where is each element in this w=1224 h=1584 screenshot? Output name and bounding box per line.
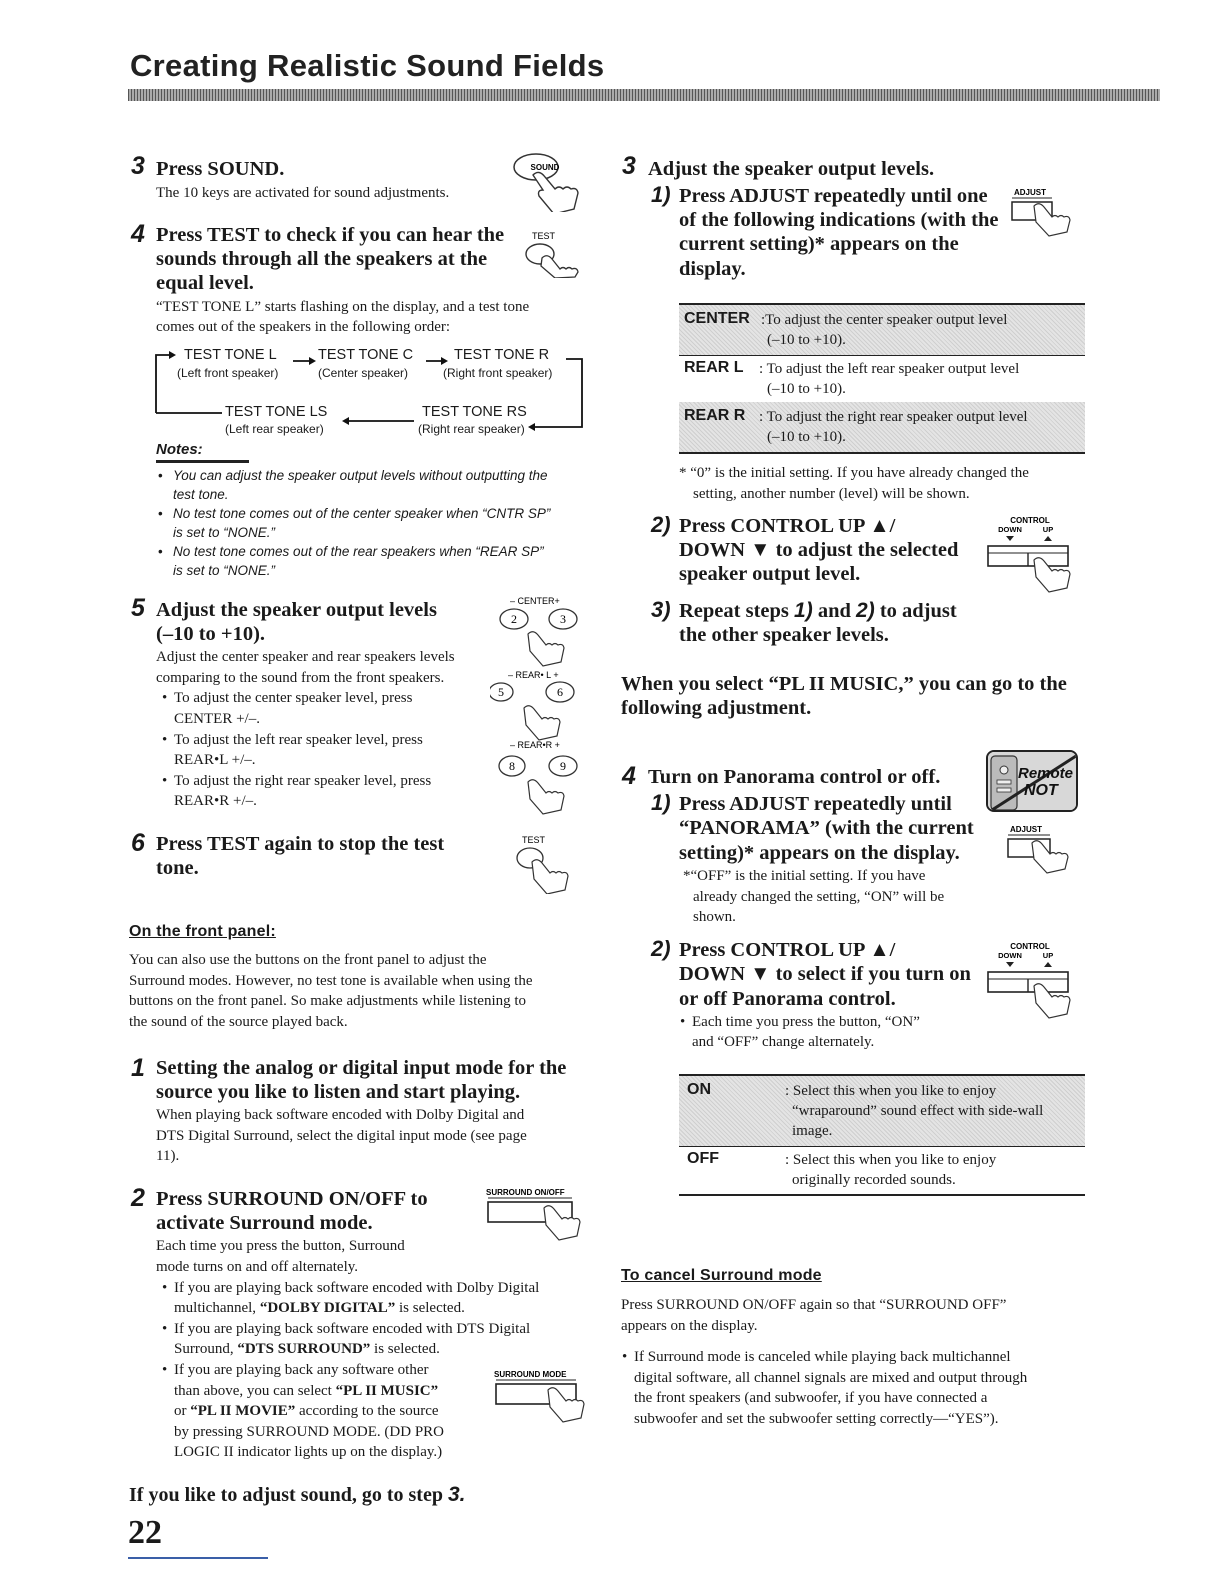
paragraph-line: the sound of the source played back. [129, 1014, 348, 1030]
footnote-line: * “0” is the initial setting. If you have already changed the [679, 465, 1029, 481]
bullet-line: • To adjust the left rear speaker level, press [174, 730, 423, 751]
adjust-button-hand-icon [1006, 823, 1088, 883]
key-2: 2 [511, 612, 517, 626]
footnote-line: setting, another number (level) will be shown. [693, 486, 970, 502]
note-line: is set to “NONE.” [173, 525, 276, 540]
paragraph-line: You can also use the buttons on the front panel to adjust the [129, 952, 487, 968]
step-number: 4 [131, 220, 145, 248]
goto-step-line: If you like to adjust sound, go to step 3. [129, 1483, 466, 1506]
note-line: • You can adjust the speaker output levels without outputting the [173, 466, 548, 485]
bullet-line: LOGIC II indicator lights up on the display.) [174, 1444, 443, 1460]
surround-onoff-button-icon [484, 1186, 596, 1252]
section-heading: On the front panel: [129, 923, 276, 940]
substep-heading-line: the other speaker levels. [679, 624, 889, 646]
bullet-line: the front speakers (and subwoofer, if you have connected a [634, 1390, 988, 1406]
step-heading-line: equal level. [156, 272, 254, 294]
icon-label: CONTROL [1010, 942, 1050, 951]
table-value: : Select this when you like to enjoy [785, 1083, 997, 1099]
bullet-line: and “OFF” change alternately. [692, 1034, 875, 1050]
step-number: 2 [131, 1184, 145, 1212]
substep-note-line: *“OFF” is the initial setting. If you have [683, 868, 926, 884]
step-body-line: mode turns on and off alternately. [156, 1259, 359, 1275]
section-heading: To cancel Surround mode [621, 1267, 822, 1284]
bullet-line: CENTER +/–. [174, 711, 260, 727]
icon-label: DOWN [998, 525, 1022, 534]
bullet-line: Surround, “DTS SURROUND” is selected. [174, 1341, 440, 1357]
step-heading-line: Press SURROUND ON/OFF to [156, 1188, 428, 1210]
step-body: The 10 keys are activated for sound adjustments. [156, 185, 450, 201]
icon-label: UP [1042, 951, 1054, 960]
step-heading-line: Press TEST again to stop the test [156, 833, 445, 855]
icon-label: ADJUST [1010, 825, 1043, 834]
plii-note-line: following adjustment. [621, 697, 812, 719]
icon-label: ADJUST [1014, 188, 1047, 197]
step-body-line: When playing back software encoded with Dolby Digital and [156, 1107, 525, 1123]
table-key: REAR R [684, 407, 746, 424]
tone-sublabel: (Right front speaker) [443, 366, 553, 380]
note-line: test tone. [173, 487, 229, 502]
note-line: is set to “NONE.” [173, 563, 276, 578]
bullet-line: subwoofer and set the subwoofer setting correctly—“YES”). [634, 1411, 999, 1427]
step-heading-line: source you like to listen and start playing. [156, 1081, 521, 1103]
table-key: OFF [687, 1150, 719, 1167]
substep-heading-line: setting)* appears on the display. [679, 842, 960, 864]
bullet-line: • If Surround mode is canceled while playing back multichannel [634, 1347, 1011, 1368]
step-body-line: comparing to the sound from the front speakers. [156, 670, 445, 686]
bullet-line: by pressing SURROUND MODE. (DD PRO [174, 1424, 445, 1440]
icon-label: – CENTER+ [510, 596, 560, 606]
substep-heading-line: Press ADJUST repeatedly until one [679, 185, 988, 207]
step-number: 3 [622, 152, 636, 180]
step-number: 6 [131, 829, 145, 857]
page-number: 22 [128, 1514, 162, 1551]
step-number: 1 [131, 1054, 145, 1082]
table-row [679, 1147, 1085, 1194]
substep-heading-line: “PANORAMA” (with the current [679, 817, 974, 839]
step-number: 3 [131, 152, 145, 180]
tone-sublabel: (Left front speaker) [177, 366, 279, 380]
icon-label: – REAR• L + [508, 670, 559, 680]
tone-label: TEST TONE C [318, 347, 414, 363]
bullet-line: multichannel, “DOLBY DIGITAL” is selected. [174, 1300, 465, 1316]
tone-sublabel: (Right rear speaker) [418, 422, 525, 436]
icon-label: SURROUND MODE [494, 1370, 567, 1379]
substep-heading-line: Press ADJUST repeatedly until [679, 793, 952, 815]
table-row [679, 1076, 1085, 1146]
key-6: 6 [557, 685, 563, 699]
substep-heading-line: speaker output level. [679, 563, 861, 585]
table-row [679, 402, 1085, 452]
table-key: REAR L [684, 359, 744, 376]
icon-label: CONTROL [1010, 516, 1050, 525]
level-keys-illustration [490, 594, 590, 822]
table-value: “wraparound” sound effect with side-wall [792, 1103, 1044, 1119]
table-value: (–10 to +10). [767, 381, 846, 397]
page-title: Creating Realistic Sound Fields [130, 48, 605, 83]
substep-heading-line: DOWN ▼ to adjust the selected [679, 539, 959, 561]
table-row [679, 356, 1085, 402]
table-value: originally recorded sounds. [792, 1172, 956, 1188]
substep-number: 3) [651, 597, 671, 622]
badge-label: Remote [1018, 765, 1074, 782]
control-up-down-button-icon [984, 514, 1076, 606]
plii-note-line: When you select “PL II MUSIC,” you can go to the [621, 673, 1067, 695]
note-line: • No test tone comes out of the rear speakers when “REAR SP” [173, 542, 544, 561]
bullet-line: digital software, all channel signals are mixed and output through [634, 1370, 1028, 1386]
table-value: image. [792, 1123, 833, 1139]
step-body-line: 11). [156, 1148, 180, 1164]
step-heading-line: tone. [156, 857, 199, 879]
bullet-line: • If you are playing back any software other [174, 1360, 428, 1381]
substep-heading-line: current setting)* appears on the [679, 233, 959, 255]
substep-note-line: already changed the setting, “ON” will be [693, 889, 945, 905]
bullet-line: • Each time you press the button, “ON” [692, 1012, 920, 1033]
bullet-line: REAR•R +/–. [174, 793, 257, 809]
page-number-rule [128, 1557, 268, 1559]
step-heading-line: activate Surround mode. [156, 1212, 373, 1234]
bullet-line: • To adjust the right rear speaker level, press [174, 771, 431, 792]
step-heading: Adjust the speaker output levels. [648, 158, 935, 180]
icon-label: TEST [522, 835, 546, 845]
table-key: ON [687, 1081, 711, 1098]
key-3: 3 [560, 612, 566, 626]
icon-label: UP [1042, 525, 1054, 534]
tone-label: TEST TONE RS [422, 404, 527, 420]
paragraph-line: Surround modes. However, no test tone is available when using the [129, 973, 533, 989]
bullet-line: or “PL II MOVIE” according to the source [174, 1403, 439, 1419]
step-heading: Press SOUND. [156, 158, 285, 180]
note-line: • No test tone comes out of the center speaker when “CNTR SP” [173, 504, 550, 523]
step-heading-line: sounds through all the speakers at the [156, 248, 488, 270]
key-5: 5 [498, 685, 504, 699]
step-body-line: Each time you press the button, Surround [156, 1238, 405, 1254]
substep-heading-line: DOWN ▼ to select if you turn on [679, 963, 971, 985]
bullet-line: REAR•L +/–. [174, 752, 256, 768]
substep-heading-line: Press CONTROL UP ▲/ [679, 939, 896, 961]
badge-label: NOT [1024, 782, 1058, 799]
tone-label: TEST TONE LS [225, 404, 328, 420]
tone-label: TEST TONE L [184, 347, 277, 363]
bullet-line: • If you are playing back software encoded with Dolby Digital [174, 1278, 539, 1299]
table-key: CENTER [684, 310, 750, 327]
step-heading-line: (–10 to +10). [156, 623, 266, 645]
step-body-line: comes out of the speakers in the following order: [156, 319, 451, 335]
table-value: (–10 to +10). [767, 332, 846, 348]
step-number: 5 [131, 594, 145, 622]
substep-heading-line: display. [679, 258, 746, 280]
tone-sublabel: (Left rear speaker) [225, 422, 324, 436]
control-up-down-button-icon [984, 940, 1076, 1032]
notes-title: Notes: [156, 441, 203, 458]
table-row [679, 305, 1085, 355]
substep-note-line: shown. [693, 909, 736, 925]
table-value: : To adjust the left rear speaker output level [759, 361, 1020, 377]
icon-label: TEST [532, 231, 556, 241]
table-rule [679, 452, 1085, 454]
table-value: (–10 to +10). [767, 429, 846, 445]
step-number: 4 [622, 762, 636, 790]
bullet-line: • If you are playing back software encoded with DTS Digital [174, 1319, 530, 1340]
table-value: :To adjust the center speaker output level [761, 312, 1008, 328]
bullet-line: • To adjust the center speaker level, press [174, 688, 412, 709]
substep-heading-line: of the following indications (with the [679, 209, 999, 231]
substep-number: 1) [651, 790, 671, 815]
paragraph-line: appears on the display. [621, 1318, 758, 1334]
surround-mode-button-icon [492, 1368, 598, 1434]
sound-button-hand-icon [503, 150, 593, 212]
remote-not-badge [986, 750, 1078, 812]
key-8: 8 [509, 759, 515, 773]
substep-heading-line: or off Panorama control. [679, 988, 896, 1010]
step-body-line: DTS Digital Surround, select the digital input mode (see page [156, 1128, 527, 1144]
notes-rule [156, 460, 249, 463]
adjust-button-hand-icon [1008, 186, 1088, 242]
table-rule [679, 1194, 1085, 1196]
substep-heading-line: Press CONTROL UP ▲/ [679, 515, 896, 537]
title-rule [128, 89, 1160, 101]
tone-sublabel: (Center speaker) [318, 366, 409, 380]
step-heading-line: Press TEST to check if you can hear the [156, 224, 505, 246]
test-button-hand-icon [520, 228, 596, 278]
substep-number: 1) [651, 182, 671, 207]
step-heading-line: Setting the analog or digital input mode for the [156, 1057, 567, 1079]
paragraph-line: buttons on the front panel. So make adjustments while listening to [129, 993, 527, 1009]
icon-label: SURROUND ON/OFF [486, 1188, 565, 1197]
step-body-line: “TEST TONE L” starts flashing on the display, and a test tone [156, 299, 530, 315]
table-value: : To adjust the right rear speaker output level [759, 409, 1028, 425]
icon-label: DOWN [998, 951, 1022, 960]
paragraph-line: Press SURROUND ON/OFF again so that “SURROUND OFF” [621, 1297, 1007, 1313]
key-9: 9 [560, 759, 566, 773]
icon-label: SOUND [530, 163, 560, 172]
substep-heading-line: Repeat steps 1) and 2) to adjust [679, 599, 957, 622]
substep-number: 2) [651, 936, 671, 961]
substep-number: 2) [651, 512, 671, 537]
table-value: : Select this when you like to enjoy [785, 1152, 997, 1168]
step-heading-line: Adjust the speaker output levels [156, 599, 437, 621]
bullet-line: than above, you can select “PL II MUSIC” [174, 1383, 439, 1399]
step-heading: Turn on Panorama control or off. [648, 766, 941, 788]
tone-label: TEST TONE R [454, 347, 550, 363]
icon-label: – REAR•R + [510, 740, 560, 750]
step-body-line: Adjust the center speaker and rear speakers levels [156, 649, 455, 665]
test-button-hand-icon [512, 832, 592, 894]
